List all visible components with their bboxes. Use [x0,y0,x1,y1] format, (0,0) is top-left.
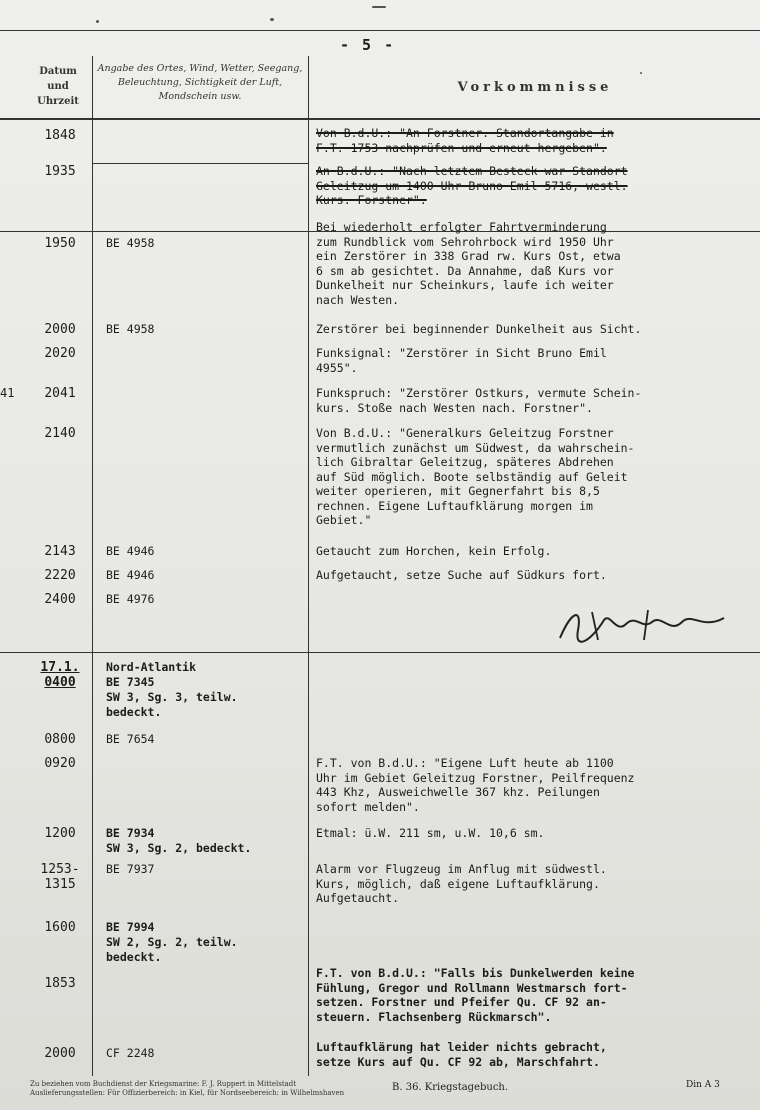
entry-time: 0800 [44,732,76,747]
top-rule [0,30,760,31]
header-datum: Datum und Uhrzeit [37,66,79,107]
entry-time: 2020 [44,346,76,361]
entry-time: 1848 [44,128,76,143]
entry-location: BE 4976 [106,592,155,606]
entry-text: Von B.d.U.: "An Forstner. Standortangabe in F.T. 1753 nachprüfen und erneut hergeben". [316,126,614,155]
scan-speck [96,20,99,23]
entry-text: Bei wiederholt erfolgter Fahrtverminderung zum Rundblick vom Sehrohrbock wird 1950 Uhr ein Zerstörer in 338 Grad rw. Kurs Ost, etwa 6 sm ab gesichtet. Da Annahme, daß Kurs vor Dunkelheit nur Scheinkurs, laufe ich weiter nach Westen. [316,220,621,307]
signature-text: Forstner [612,648,617,649]
entry-text: Etmal: ü.W. 211 sm, u.W. 10,6 sm. [316,826,545,840]
entry-text: Von B.d.U.: "Generalkurs Geleitzug Forstner vermutlich zunächst um Südwest, da wahrschein- lich Gibraltar Geleitzug, späteres Abdrehen auf Süd möglich. Boote selbständig auf Geleit weiter operieren, mit Gegnerfahrt bis 8,5 rechnen. Eigene Luftaufklärung morgen im Gebiet." [316,426,635,527]
entry-text: An B.d.U.: "Nach letztem Besteck war Standort Geleitzug um 1400 Uhr Bruno Emil 5716, westl. Kurs. Forstner". [316,164,628,207]
header-vorkommnisse: Vorkommnisse [457,80,613,95]
row-rule [0,652,760,653]
entry-location: CF 2248 [106,1046,155,1060]
entry-location: Nord-Atlantik BE 7345 SW 3, Sg. 3, teilw. bedeckt. [106,660,238,719]
scan-speck [270,18,274,21]
entry-time: 1853 [44,976,76,991]
entry-time: 2220 [44,568,76,583]
entry-time: 1935 [44,164,76,179]
column-divider-1 [92,56,93,1076]
entry-location: BE 7654 [106,732,155,746]
footer-publisher: Zu beziehen vom Buchdienst der Kriegsmarine: F. J. Ruppert in Mittelstadt Auslieferungsstellen: Für Offizierbereich: in Kiel, für Nordseebereich: in Wilhelmshaven [30,1080,345,1097]
footer-form-title: B. 36. Kriegstagebuch. [392,1082,509,1093]
entry-text: Alarm vor Flugzeug im Anflug mit südwestl. Kurs, möglich, daß eigene Luftaufklärung. Aufgetaucht. [316,862,607,905]
entry-text: Aufgetaucht, setze Suche auf Südkurs fort. [316,568,607,582]
column-divider-2 [308,56,309,1076]
entry-text: F.T. von B.d.U.: "Falls bis Dunkelwerden keine Fühlung, Gregor und Rollmann Westmarsch fort- setzen. Forstner und Pfeifer Qu. CF 92 an- steuern. Flachsenberg Rückmarsch". [316,966,635,1024]
signature [552,600,732,650]
scan-speck [372,6,386,8]
header-rule [0,118,760,120]
entry-time: 1950 [44,236,76,251]
entry-time: 2400 [44,592,76,607]
scan-speck [640,72,642,74]
entry-text: F.T. von B.d.U.: "Eigene Luft heute ab 1100 Uhr im Gebiet Geleitzug Forstner, Peilfrequenz 443 Khz, Ausweichwelle 367 khz. Peilungen sofort melden". [316,756,635,814]
entry-time: 2000 [44,1046,76,1061]
entry-text: Funkspruch: "Zerstörer Ostkurs, vermute Schein- kurs. Stoße nach Westen nach. Forstner". [316,386,642,415]
entry-time: 2143 [44,544,76,559]
entry-location: BE 7937 [106,862,155,876]
entry-location: BE 4946 [106,544,155,558]
entry-location: BE 7934 SW 3, Sg. 2, bedeckt. [106,826,252,855]
entry-text: Zerstörer bei beginnender Dunkelheit aus Sicht. [316,322,642,336]
entry-time: 1200 [44,826,76,841]
entry-location: BE 4958 [106,236,155,250]
entry-location: BE 4946 [106,568,155,582]
entry-text: Luftaufklärung hat leider nichts gebracht, setze Kurs auf Qu. CF 92 ab, Marschfahrt. [316,1040,607,1069]
entry-location: BE 4958 [106,322,155,336]
row-rule [92,163,308,164]
footer-paper-size: Din A 3 [686,1080,720,1090]
entry-text: Funksignal: "Zerstörer in Sicht Bruno Emil 4955". [316,346,607,375]
entry-time: 1253- 1315 [40,862,80,892]
margin-note: 41 [0,386,15,400]
entry-time: 1600 [44,920,76,935]
entry-time: 17.1. 0400 [40,660,80,690]
entry-time: 0920 [44,756,76,771]
entry-text: Getaucht zum Horchen, kein Erfolg. [316,544,552,558]
header-angabe: Angabe des Ortes, Wind, Wetter, Seegang, Beleuchtung, Sichtigkeit der Luft, Mondschein usw. [97,63,303,102]
entry-location: BE 7994 SW 2, Sg. 2, teilw. bedeckt. [106,920,238,964]
page-number: - 5 - [340,36,396,54]
entry-time: 2140 [44,426,76,441]
entry-time: 2041 [44,386,76,401]
entry-time: 2000 [44,322,76,337]
